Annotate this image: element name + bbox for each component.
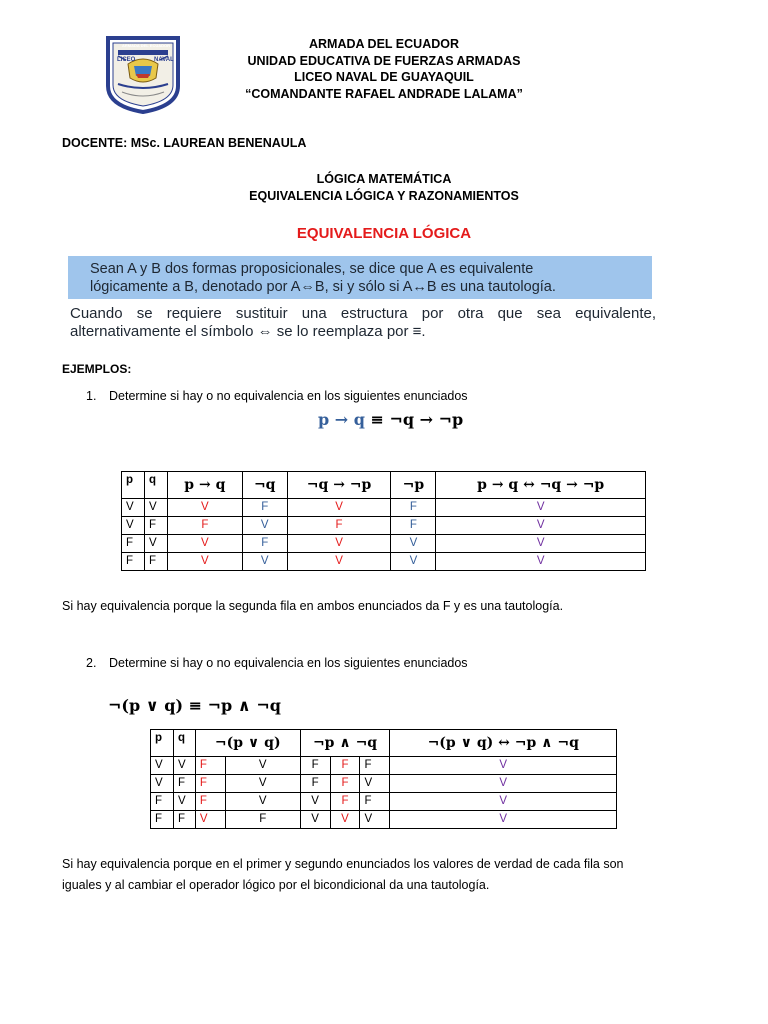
table-cell: V bbox=[436, 499, 646, 517]
header-line-1: ARMADA DEL ECUADOR bbox=[309, 37, 459, 51]
table-cell: V bbox=[287, 535, 391, 553]
header-line-3: LICEO NAVAL DE GUAYAQUIL bbox=[294, 70, 474, 84]
table-cell: F bbox=[287, 517, 391, 535]
header-line-2: UNIDAD EDUCATIVA DE FUERZAS ARMADAS bbox=[247, 53, 521, 68]
table-1-header-row bbox=[122, 472, 646, 499]
table-cell: V bbox=[173, 793, 195, 811]
table-cell: V bbox=[225, 775, 300, 793]
table-1-header: ¬p bbox=[391, 472, 436, 499]
table-row bbox=[122, 499, 646, 517]
ejemplos-label: EJEMPLOS: bbox=[62, 362, 132, 376]
example-2-conclusion-line-2: iguales y al cambiar el operador lógico por el bicondicional da una tautología. bbox=[62, 878, 490, 892]
section-title: EQUIVALENCIA LÓGICA bbox=[296, 225, 472, 242]
table-cell: V bbox=[390, 757, 617, 775]
table-1-header: p → q ↔ ¬q → ¬p bbox=[436, 472, 646, 499]
truth-table-2 bbox=[150, 729, 617, 829]
table-cell: V bbox=[225, 793, 300, 811]
subject-title: LÓGICA MATEMÁTICA bbox=[316, 172, 452, 186]
table-cell: V bbox=[360, 811, 390, 829]
definition-line-1: Sean A y B dos formas proposicionales, se dice que A es equivalente bbox=[90, 261, 534, 277]
table-2-header-row bbox=[151, 730, 617, 757]
table-cell: F bbox=[144, 517, 167, 535]
example-2-number: 2. bbox=[86, 656, 97, 670]
table-1-header: ¬q bbox=[242, 472, 287, 499]
crest-text-right: NAVAL bbox=[154, 57, 174, 63]
example-1-conclusion: Si hay equivalencia porque la segunda fila en ambos enunciados da F y es una tautología. bbox=[62, 599, 564, 613]
table-cell: V bbox=[225, 757, 300, 775]
table-cell: V bbox=[436, 553, 646, 571]
table-cell: V bbox=[300, 793, 330, 811]
truth-table-1 bbox=[121, 471, 646, 571]
table-cell: V bbox=[360, 775, 390, 793]
table-cell: F bbox=[195, 757, 225, 775]
table-cell: F bbox=[242, 535, 287, 553]
definition-line-2: lógicamente a B, denotado por A⇔B, si y sólo si A↔B es una tautología. bbox=[90, 279, 556, 295]
table-row bbox=[151, 775, 617, 793]
table-row bbox=[151, 757, 617, 775]
table-cell: F bbox=[195, 775, 225, 793]
table-2-header: ¬p ∧ ¬q bbox=[300, 730, 390, 757]
header-line-4: “COMANDANTE RAFAEL ANDRADE LALAMA” bbox=[245, 86, 523, 101]
institution-header bbox=[200, 36, 568, 102]
table-cell: F bbox=[151, 793, 174, 811]
table-2-header: ¬(p ∨ q) bbox=[195, 730, 300, 757]
table-cell: F bbox=[173, 811, 195, 829]
table-cell: V bbox=[436, 517, 646, 535]
table-1-header: p → q bbox=[167, 472, 242, 499]
formula-1-right: ≡ ¬q → ¬p bbox=[364, 410, 464, 429]
example-1-formula bbox=[318, 410, 463, 429]
table-1-header: ¬q → ¬p bbox=[287, 472, 391, 499]
table-cell: V bbox=[122, 517, 145, 535]
table-row bbox=[151, 811, 617, 829]
table-row bbox=[151, 793, 617, 811]
example-2-conclusion-line-1: Si hay equivalencia porque en el primer y segundo enunciados los valores de verdad de cada fila son bbox=[62, 857, 624, 871]
table-2-header: ¬(p ∨ q) ↔ ¬p ∧ ¬q bbox=[390, 730, 617, 757]
table-cell: V bbox=[144, 535, 167, 553]
subject-block bbox=[200, 171, 568, 205]
table-cell: F bbox=[225, 811, 300, 829]
table-cell: F bbox=[391, 499, 436, 517]
table-cell: F bbox=[167, 517, 242, 535]
table-1-header: p bbox=[122, 472, 145, 499]
table-2-header: q bbox=[173, 730, 195, 757]
definition-box bbox=[68, 256, 652, 299]
table-cell: F bbox=[300, 775, 330, 793]
table-cell: F bbox=[391, 517, 436, 535]
table-cell: F bbox=[195, 793, 225, 811]
table-cell: V bbox=[300, 811, 330, 829]
example-2-prompt: Determine si hay o no equivalencia en los siguientes enunciados bbox=[109, 656, 468, 670]
table-1-header: q bbox=[144, 472, 167, 499]
table-cell: V bbox=[391, 535, 436, 553]
crest-text-left: LICEO bbox=[117, 57, 136, 63]
table-cell: V bbox=[167, 553, 242, 571]
table-cell: V bbox=[390, 811, 617, 829]
table-cell: F bbox=[122, 553, 145, 571]
table-cell: V bbox=[330, 811, 360, 829]
table-cell: F bbox=[242, 499, 287, 517]
example-2-conclusion bbox=[62, 854, 710, 896]
table-cell: F bbox=[330, 793, 360, 811]
table-cell: V bbox=[167, 499, 242, 517]
table-cell: V bbox=[122, 499, 145, 517]
table-cell: V bbox=[195, 811, 225, 829]
table-cell: F bbox=[360, 757, 390, 775]
table-cell: V bbox=[151, 757, 174, 775]
table-cell: F bbox=[144, 553, 167, 571]
table-row bbox=[122, 553, 646, 571]
example-2-formula: ¬(p ∨ q) ≡ ¬p ∧ ¬q bbox=[108, 696, 281, 715]
table-cell: F bbox=[330, 757, 360, 775]
table-row bbox=[122, 535, 646, 553]
table-cell: V bbox=[167, 535, 242, 553]
table-cell: V bbox=[242, 517, 287, 535]
table-cell: V bbox=[242, 553, 287, 571]
table-cell: V bbox=[287, 553, 391, 571]
table-cell: F bbox=[122, 535, 145, 553]
definition-note: Cuando se requiere sustituir una estructura por otra que sea equivalente, alternativamente el símbolo ⇔ se lo reemplaza por ≡. bbox=[70, 305, 656, 340]
table-cell: V bbox=[144, 499, 167, 517]
table-cell: F bbox=[151, 811, 174, 829]
table-cell: V bbox=[287, 499, 391, 517]
table-cell: V bbox=[173, 757, 195, 775]
crest-text-top: ARMADA DEL ECUADOR bbox=[122, 43, 170, 48]
table-cell: V bbox=[390, 793, 617, 811]
example-1-prompt: Determine si hay o no equivalencia en los siguientes enunciados bbox=[109, 389, 468, 403]
table-row bbox=[122, 517, 646, 535]
table-2-header: p bbox=[151, 730, 174, 757]
formula-1-left: p → q bbox=[318, 410, 365, 429]
table-cell: F bbox=[330, 775, 360, 793]
example-1-number: 1. bbox=[86, 389, 97, 403]
table-cell: F bbox=[300, 757, 330, 775]
table-cell: F bbox=[360, 793, 390, 811]
school-crest-logo bbox=[104, 34, 182, 114]
table-cell: F bbox=[173, 775, 195, 793]
table-cell: V bbox=[151, 775, 174, 793]
docente-label: DOCENTE: MSc. LAUREAN BENENAULA bbox=[62, 136, 307, 150]
topic-title: EQUIVALENCIA LÓGICA Y RAZONAMIENTOS bbox=[249, 189, 519, 203]
table-cell: V bbox=[390, 775, 617, 793]
table-cell: V bbox=[391, 553, 436, 571]
table-cell: V bbox=[436, 535, 646, 553]
